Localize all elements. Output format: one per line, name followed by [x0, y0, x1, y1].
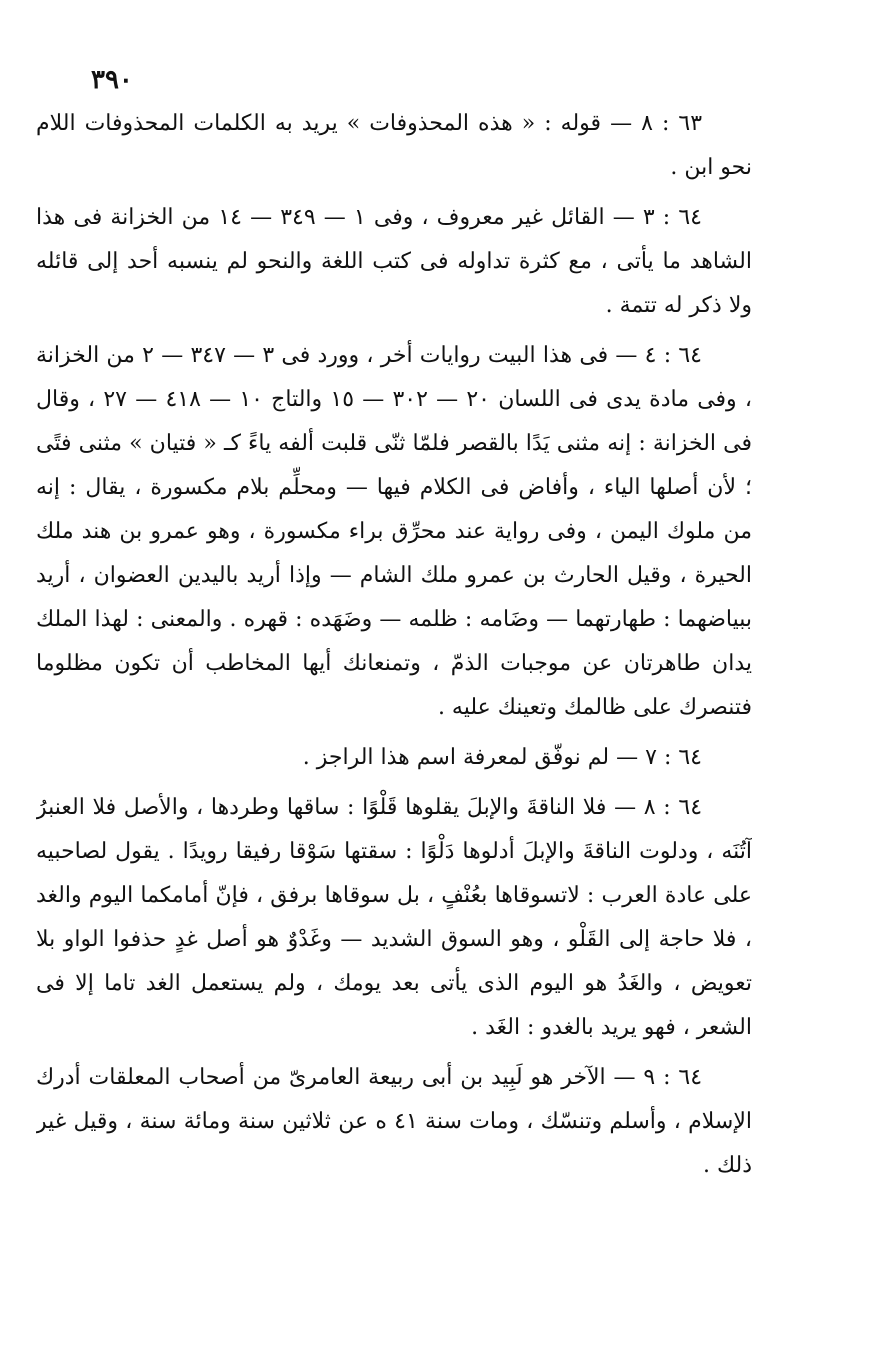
note-text: الآخر هو لَبِيد بن أبى ربيعة العامرىّ من أصحاب المعلقات أدرك الإسلام ، وأسلم وتنسّك ، ومات سنة ٤١ ه عن ثلاثين سنة ومائة سنة ، وقيل غير ذلك . — [36, 1065, 752, 1178]
note-text: القائل غير معروف ، وفى ١ — ٣٤٩ — ١٤ من الخزانة فى هذا الشاهد ما يأتى ، مع كثرة تداوله فى كتب اللغة والنحو لم ينسبه أحد إلى قائله ولا ذكر له تتمة . — [36, 205, 752, 318]
note-64-4 — [36, 334, 752, 730]
note-64-9 — [36, 1056, 752, 1188]
note-text: لم نوفّق لمعرفة اسم هذا الراجز . — [302, 745, 610, 770]
note-reference: ٦٤ : ٨ — — [614, 795, 703, 820]
note-64-3 — [36, 196, 752, 328]
note-63-8 — [36, 102, 752, 190]
note-reference: ٦٣ : ٨ — — [610, 111, 703, 136]
note-64-7 — [36, 736, 752, 780]
page-number: ٣٩٠ — [91, 65, 133, 95]
document-page — [36, 60, 752, 1310]
note-reference: ٦٤ : ٩ — — [613, 1065, 703, 1090]
note-text: فى هذا البيت روايات أخر ، وورد فى ٣ — ٣٤٧ — ٢ من الخزانة ، وفى مادة يدى فى اللسان ٢٠ — ٣٠٢ — ١٥ والتاج ١٠ — ٤١٨ — ٢٧ ، وقال فى الخزانة : إنه مثنى يَدًا بالقصر فلمّا ثنّى قلبت ألفه ياءً كـ « فتيان » مثنى فتًى ؛ لأن أصلها الياء ، وأفاض فى الكلام فيها — ومحلِّم بلام مكسورة ، يقال : إنه من ملوك اليمن ، وفى رواية عند محرِّق براء مكسورة ، وهو عمرو بن هند ملك الحيرة ، وقيل الحارث بن عمرو ملك الشام — وإذا أريد باليدين العضوان ، أريد ببياضهما : طهارتهما — وضَامه : ظلمه — وضَهَده : قهره . والمعنى : لهذا الملك يدان طاهرتان عن موجبات الذمّ ، وتمنعانك أيها المخاطب أن تكون مظلوما فتنصرك على ظالمك وتعينك عليه . — [36, 343, 752, 720]
note-64-8 — [36, 786, 752, 1050]
note-text: قوله : « هذه المحذوفات » يريد به الكلمات المحذوفات اللام نحو ابن . — [36, 111, 752, 180]
note-reference: ٦٤ : ٤ — — [615, 343, 702, 368]
note-text: فلا الناقةَ والإبلَ يقلوها قَلْوًا : ساقها وطردها ، والأصل فلا العنبرُ آتُنَه ، ودلوت الناقةَ والإبلَ أدلوها دَلْوًا : سقتها سَوْقا رفيقا رويدًا . يقول لصاحبيه على عادة العرب : لاتسوقاها بعُنْفٍ ، بل سوقاها برفق ، فإنّ أمامكما اليوم والغد ، فلا حاجة إلى القَلْو ، وهو السوق الشديد — وغَدْوٌ هو أصل غدٍ حذفوا الواو بلا تعويض ، والغَدُ هو اليوم الذى يأتى بعد يومك ، ولم يستعمل الغد تاما إلا فى الشعر ، فهو يريد بالغدو : الغَد . — [36, 795, 752, 1040]
note-reference: ٦٤ : ٣ — — [612, 205, 702, 230]
note-reference: ٦٤ : ٧ — — [616, 745, 702, 770]
